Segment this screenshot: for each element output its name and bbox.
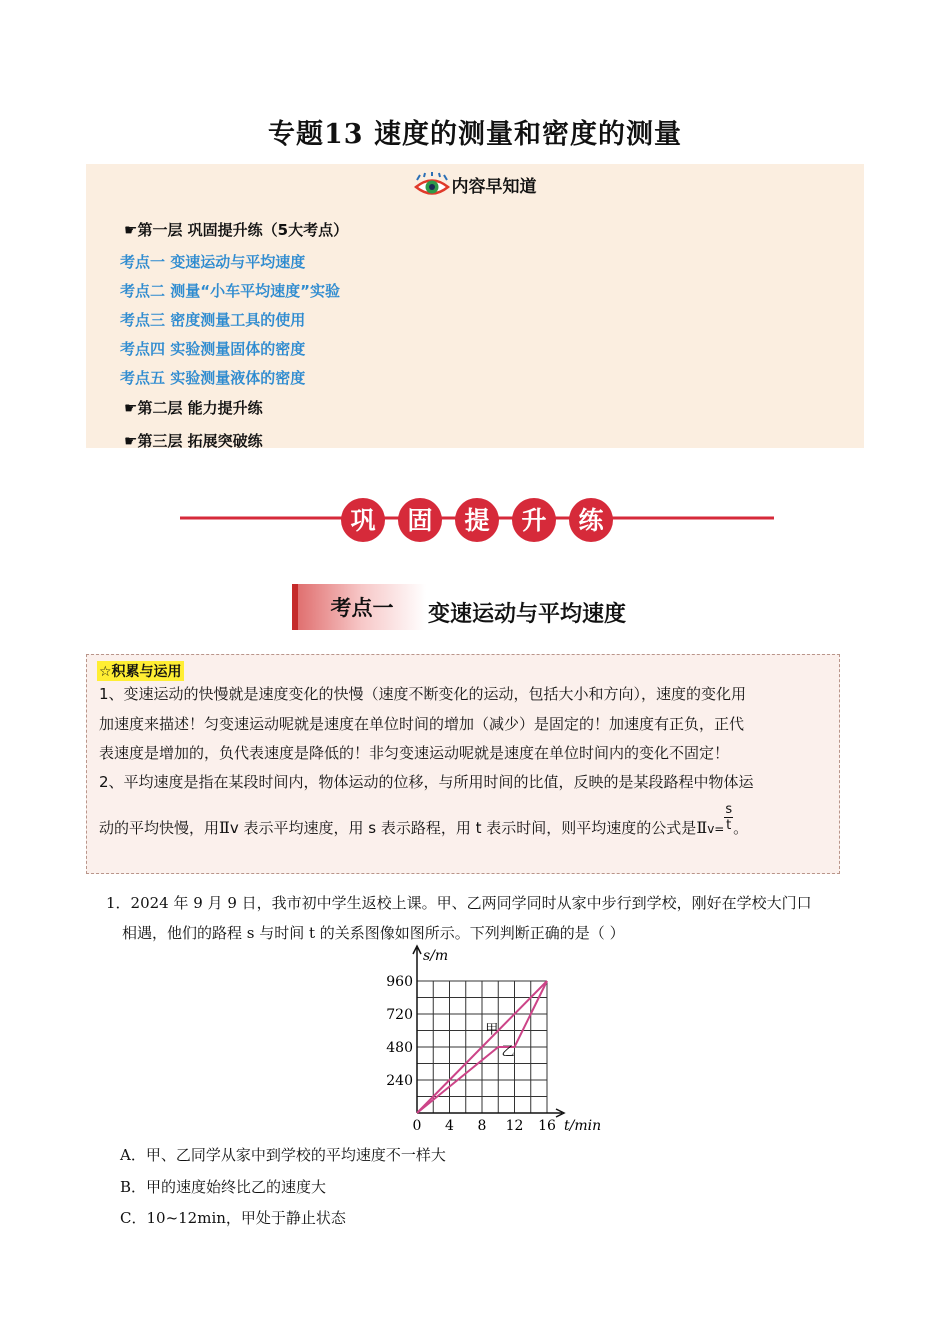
section-banner — [180, 494, 774, 550]
formula-denominator: t — [726, 818, 732, 833]
banner-char-0: 巩 — [350, 506, 376, 535]
option-a[interactable]: A．甲、乙同学从家中到学校的平均速度不一样大 — [120, 1146, 446, 1164]
banner-char-1: 固 — [407, 506, 433, 535]
y-tick-label: 960 — [386, 974, 413, 990]
series-label-0: 甲 — [485, 1022, 499, 1038]
y-tick-label: 720 — [386, 1007, 413, 1023]
y-axis-label: s/m — [423, 948, 449, 964]
x-tick-label: 0 — [412, 1118, 422, 1134]
y-tick-label: 480 — [386, 1040, 413, 1056]
accumulation-line-4: 2、平均速度是指在某段时间内，物体运动的位移，与所用时间的比值，反映的是某段路程中物体运 — [99, 773, 754, 791]
formula-fraction — [724, 802, 733, 833]
eye-icon — [414, 172, 450, 203]
accumulation-line-3: 表速度是增加的，负代表速度是降低的！非匀变速运动呢就是速度在单位时间内的变化不固定！ — [99, 744, 730, 762]
toc-point-4[interactable]: 考点四 实验测量固体的密度 — [120, 340, 306, 358]
toc-layer-3[interactable]: ☛第三层 拓展突破练 — [124, 432, 263, 450]
section-title: 变速运动与平均速度 — [428, 602, 627, 627]
formula-symbol: Ⅱ — [219, 818, 230, 837]
option-c[interactable]: C．10~12min，甲处于静止状态 — [120, 1209, 346, 1227]
x-tick-label: 16 — [538, 1118, 556, 1134]
toc-point-3[interactable]: 考点三 密度测量工具的使用 — [120, 311, 306, 329]
accumulation-text-a: 动的平均快慢，用 — [99, 819, 220, 837]
x-axis-label: t/min — [564, 1118, 602, 1134]
formula-v: v= — [707, 822, 725, 836]
toc-point-2[interactable]: 考点二 测量“小车平均速度”实验 — [120, 282, 340, 300]
y-tick-label: 240 — [386, 1073, 413, 1089]
question-1 — [106, 888, 854, 948]
x-tick-label: 8 — [477, 1118, 487, 1134]
toc-header-text: 内容早知道 — [451, 177, 537, 197]
question-1-line-2: 相遇，他们的路程 s 与时间 t 的关系图像如图所示。下列判断正确的是（ ） — [122, 924, 625, 942]
toc-layer-2[interactable]: ☛第二层 能力提升练 — [124, 399, 263, 417]
banner-char-2: 提 — [464, 506, 490, 535]
x-tick-label: 12 — [505, 1118, 524, 1134]
toc-panel — [86, 164, 864, 448]
section-tag-text: 考点一 — [330, 596, 394, 620]
accumulation-text-b: v 表示平均速度，用 s 表示路程，用 t 表示时间，则平均速度的公式是 — [229, 819, 697, 837]
section-tag — [292, 584, 426, 630]
question-1-line-1: 1．2024 年 9 月 9 日，我市初中学生返校上课。甲、乙两同学同时从家中步行到学校，刚好在学校大门口 — [106, 894, 812, 912]
formula-end: 。 — [733, 819, 749, 837]
series-label-1: 乙 — [501, 1044, 515, 1060]
banner-char-4: 练 — [578, 506, 604, 535]
banner-char-3: 升 — [521, 506, 547, 535]
toc-header — [86, 172, 864, 203]
accumulation-line-2: 加速度来描述！匀变速运动呢就是速度在单位时间的增加（减少）是固定的！加速度有正负，正代 — [99, 715, 745, 733]
x-tick-label: 4 — [445, 1118, 454, 1134]
toc-layer-1[interactable]: ☛第一层 巩固提升练（5大考点） — [124, 221, 349, 239]
s-t-chart — [380, 942, 610, 1134]
page-title: 专题13 速度的测量和密度的测量 — [268, 119, 682, 150]
formula-symbol-2: Ⅱ — [696, 818, 708, 837]
accumulation-label: ☆积累与运用 — [97, 661, 184, 681]
accumulation-line-5 — [99, 802, 749, 838]
accumulation-line-1: 1、变速运动的快慢就是速度变化的快慢（速度不断变化的运动，包括大小和方向），速度的变化用 — [99, 685, 747, 703]
option-b[interactable]: B．甲的速度始终比乙的速度大 — [120, 1178, 327, 1196]
formula-numerator: s — [725, 802, 733, 817]
toc-point-1[interactable]: 考点一 变速运动与平均速度 — [120, 253, 306, 271]
toc-point-5[interactable]: 考点五 实验测量液体的密度 — [120, 369, 306, 387]
accumulation-box — [86, 654, 840, 874]
